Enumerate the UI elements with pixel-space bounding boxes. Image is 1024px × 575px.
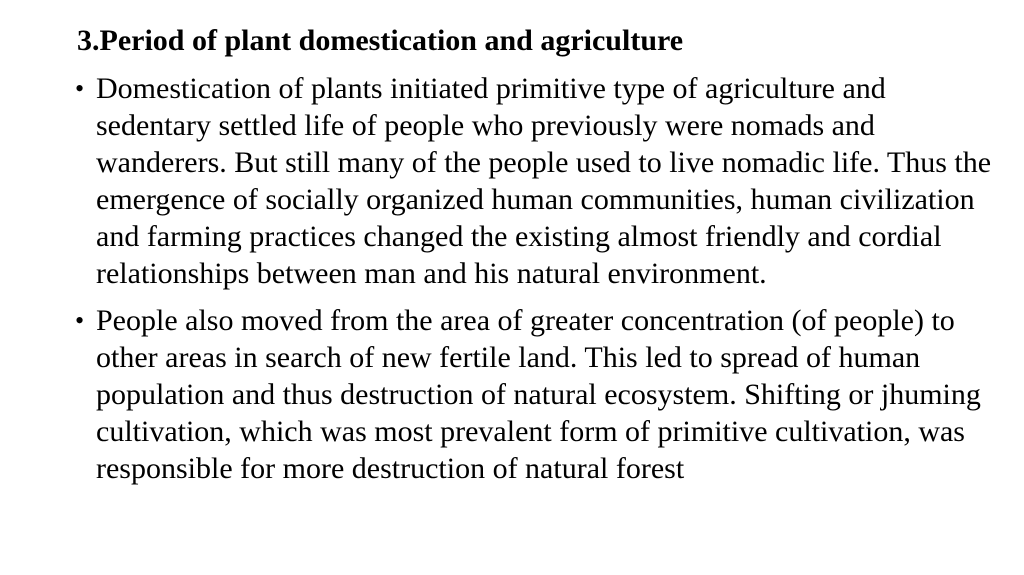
bullet-text: People also moved from the area of greater concentration (of people) to other areas in search of new fertile land. This led to spread of human population and thus destruction of natural ecosystem. Shifting or jhuming cultivation, which was most prevalent form of primitive cultivation, was responsible for more destruction of natural forest (96, 304, 981, 485)
slide-title: 3.Period of plant domestication and agriculture (77, 24, 684, 57)
bullet-text: Domestication of plants initiated primitive type of agriculture and sedentary settled life of people who previously were nomads and wanderers. But still many of the people used to live nomadic life. Thus the emergence of socially organized human communities, human civilization and farming practices changed the existing almost friendly and cordial relationships between man and his natural environment. (96, 72, 992, 290)
bullet-item (74, 302, 994, 487)
bullet-icon: • (75, 306, 85, 335)
bullet-list (74, 70, 994, 497)
bullet-icon: • (75, 74, 85, 103)
bullet-item (74, 70, 994, 292)
